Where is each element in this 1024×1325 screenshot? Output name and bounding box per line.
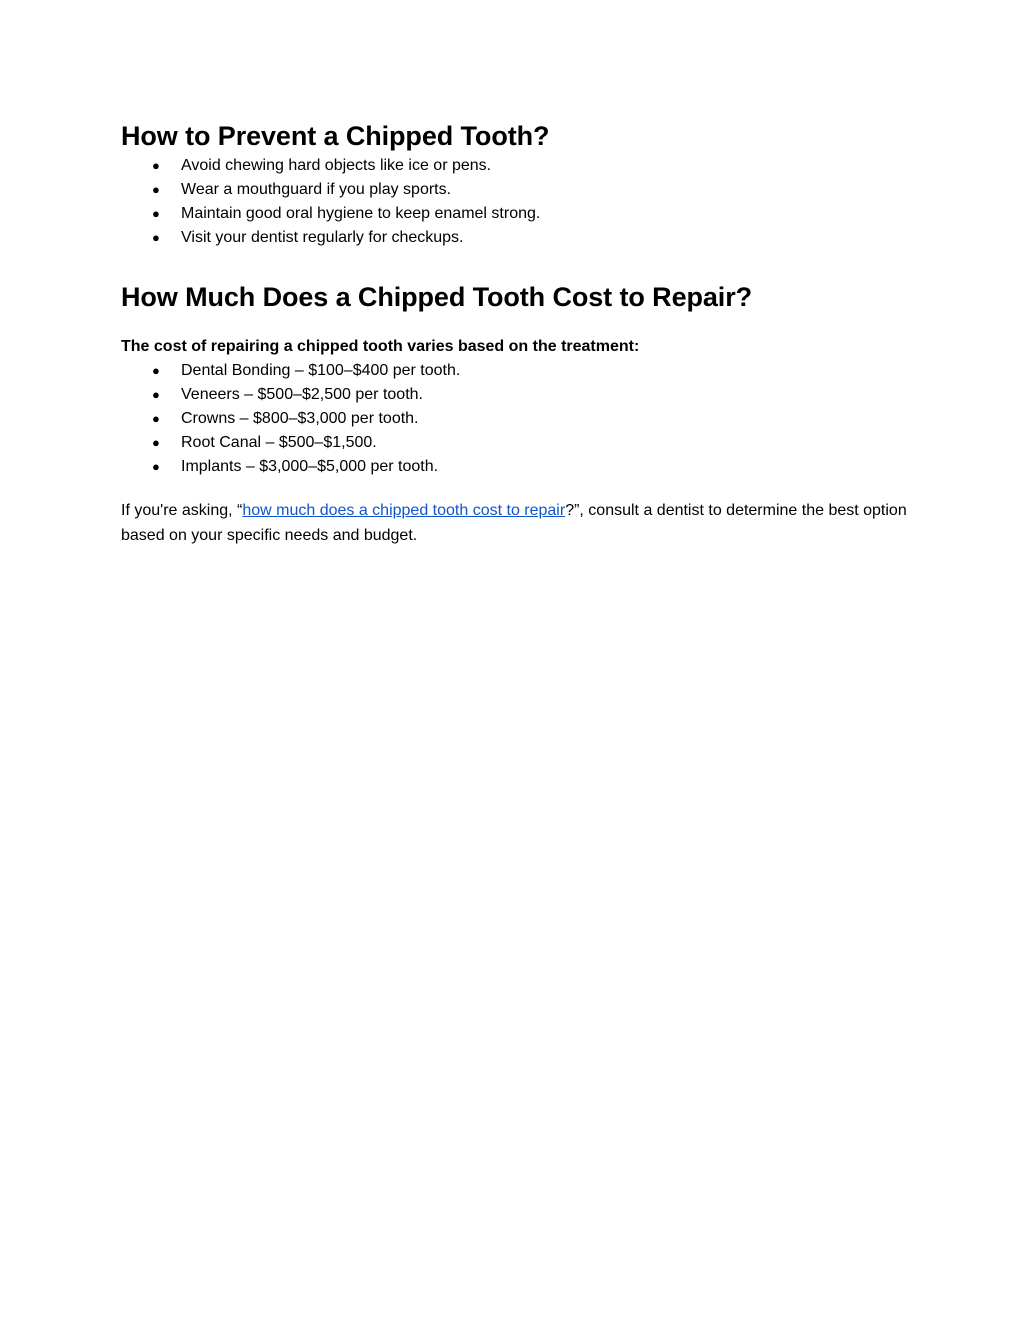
bullet-icon: ● — [152, 459, 160, 474]
list-item-text: Wear a mouthguard if you play sports. — [181, 181, 452, 198]
list-item — [121, 202, 911, 226]
cost-to-repair-link[interactable]: how much does a chipped tooth cost to repair — [242, 502, 566, 519]
list-item-text: Crowns – $800–$3,000 per tooth. — [181, 410, 419, 427]
heading-prevent: How to Prevent a Chipped Tooth? — [121, 121, 550, 151]
list-item — [121, 407, 911, 431]
bullet-icon: ● — [152, 411, 160, 426]
list-item — [121, 431, 911, 455]
list-item — [121, 455, 911, 479]
heading-cost: How Much Does a Chipped Tooth Cost to Repair? — [121, 282, 752, 312]
list-item-text: Maintain good oral hygiene to keep enamel strong. — [181, 205, 541, 222]
bullet-icon: ● — [152, 206, 160, 221]
prevent-list — [121, 154, 911, 250]
list-item-text: Implants – $3,000–$5,000 per tooth. — [181, 458, 439, 475]
list-item-text: Veneers – $500–$2,500 per tooth. — [181, 386, 423, 403]
closing-text-before-link: If you're asking, “ — [121, 502, 243, 519]
list-item-text: Visit your dentist regularly for checkups. — [181, 229, 464, 246]
list-item — [121, 178, 911, 202]
list-item — [121, 226, 911, 250]
closing-paragraph — [121, 498, 911, 548]
list-item-text: Avoid chewing hard objects like ice or pens. — [181, 157, 492, 174]
bullet-icon: ● — [152, 230, 160, 245]
bullet-icon: ● — [152, 363, 160, 378]
cost-list — [121, 359, 911, 479]
list-item-text: Root Canal – $500–$1,500. — [181, 434, 377, 451]
bullet-icon: ● — [152, 158, 160, 173]
closing-text-after-link: ?”, consult a dentist to determine the best option based on your specific needs and budget. — [121, 502, 907, 544]
bullet-icon: ● — [152, 435, 160, 450]
cost-lead-text: The cost of repairing a chipped tooth varies based on the treatment: — [121, 338, 640, 355]
bullet-icon: ● — [152, 182, 160, 197]
list-item-text: Dental Bonding – $100–$400 per tooth. — [181, 362, 461, 379]
list-item — [121, 359, 911, 383]
document-content — [121, 118, 911, 548]
bullet-icon: ● — [152, 387, 160, 402]
list-item — [121, 154, 911, 178]
list-item — [121, 383, 911, 407]
